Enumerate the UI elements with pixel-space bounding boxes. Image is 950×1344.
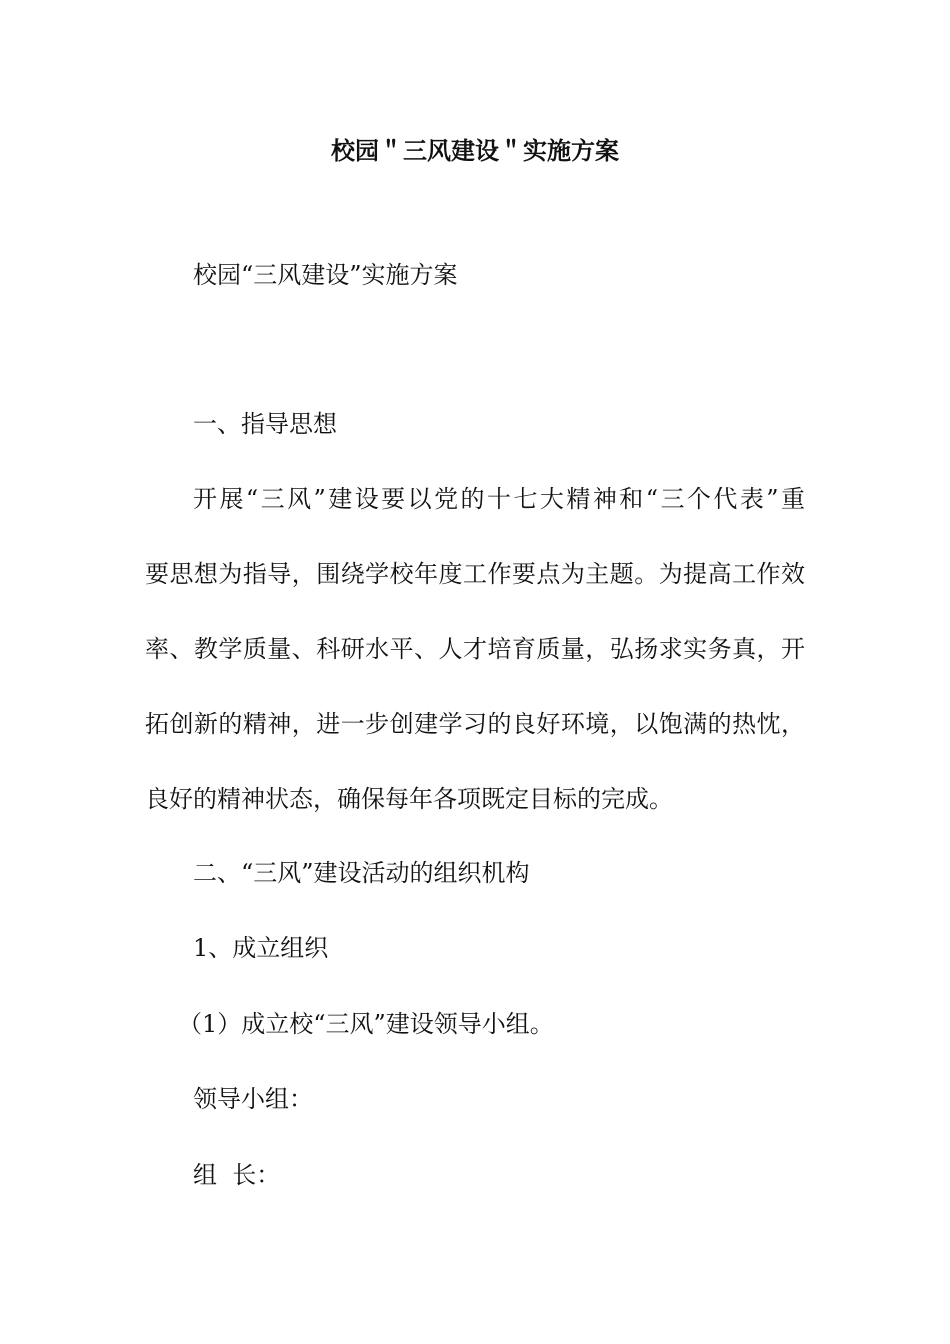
leader-group-label: 领导小组： — [193, 1085, 313, 1113]
list-item-establish-organization: 1、成立组织 — [193, 934, 329, 962]
group-leader-label: 组 长： — [193, 1161, 281, 1189]
section-heading-organization: 二、“三风”建设活动的组织机构 — [193, 859, 530, 887]
list-subitem-leading-group: （1）成立校“三风”建设领导小组。 — [178, 1010, 554, 1038]
paragraph-line: 率、教学质量、科研水平、人才培育质量，弘扬求实务真，开 — [145, 635, 805, 663]
document-subtitle: 校园“三风建设”实施方案 — [193, 261, 458, 289]
paragraph-line: 要思想为指导，围绕学校年度工作要点为主题。为提高工作效 — [145, 560, 805, 588]
section-heading-guiding-thought: 一、指导思想 — [193, 410, 337, 438]
paragraph-line: 拓创新的精神，进一步创建学习的良好环境，以饱满的热忱， — [145, 710, 805, 738]
document-title: 校园＂三风建设＂实施方案 — [331, 136, 619, 165]
paragraph-line: 开展“三风”建设要以党的十七大精神和“三个代表”重 — [193, 485, 805, 513]
paragraph-line: 良好的精神状态，确保每年各项既定目标的完成。 — [145, 785, 673, 813]
